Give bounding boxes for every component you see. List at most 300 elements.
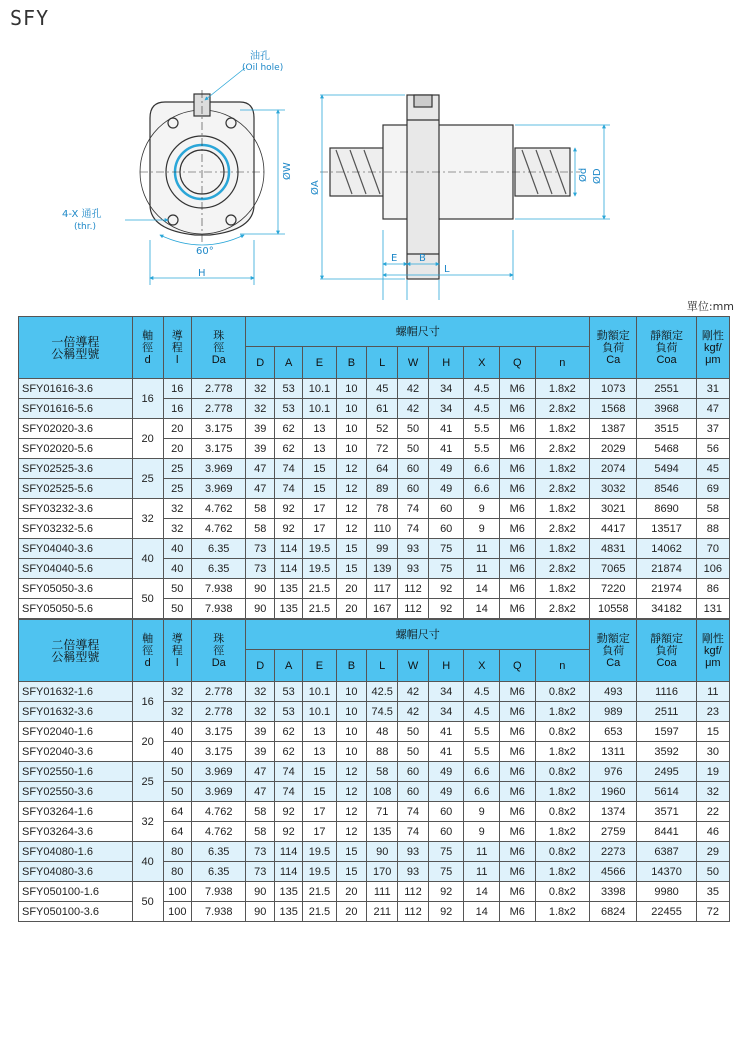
data-cell: 11 — [464, 559, 500, 579]
data-cell: 653 — [590, 722, 637, 742]
side-view — [320, 95, 580, 279]
data-cell: 4.762 — [191, 499, 246, 519]
data-cell: 167 — [367, 599, 398, 619]
data-cell: 39 — [246, 439, 274, 459]
data-cell: 42 — [398, 702, 429, 722]
data-cell: 64 — [163, 802, 191, 822]
data-cell: 50 — [163, 579, 191, 599]
data-cell: 47 — [246, 479, 274, 499]
model-cell: SFY04080-3.6 — [19, 862, 133, 882]
data-cell: 2.8x2 — [535, 599, 590, 619]
table-row — [19, 862, 730, 882]
shaft-dia-cell: 16 — [132, 682, 163, 722]
data-cell: 12 — [336, 802, 367, 822]
table-row — [19, 459, 730, 479]
data-cell: 92 — [274, 802, 302, 822]
col-header-b: B — [336, 650, 367, 682]
data-cell: 47 — [246, 782, 274, 802]
data-cell: 64 — [367, 459, 398, 479]
data-cell: 3515 — [637, 419, 696, 439]
data-cell: 93 — [398, 842, 429, 862]
data-cell: 7.938 — [191, 599, 246, 619]
data-cell: 5614 — [637, 782, 696, 802]
data-cell: 21.5 — [303, 882, 336, 902]
data-cell: 100 — [163, 882, 191, 902]
data-cell: 11 — [464, 862, 500, 882]
data-cell: 2.778 — [191, 682, 246, 702]
data-cell: 1.8x2 — [535, 379, 590, 399]
thru-hole-label-cn: 4-X 通孔 — [62, 209, 102, 220]
data-cell: 110 — [367, 519, 398, 539]
spec-table — [18, 316, 730, 619]
data-cell: 6.6 — [464, 782, 500, 802]
data-cell: 211 — [367, 902, 398, 922]
col-header-n: n — [535, 650, 590, 682]
model-cell: SFY01616-5.6 — [19, 399, 133, 419]
data-cell: 74 — [398, 519, 429, 539]
data-cell: 60 — [398, 459, 429, 479]
data-cell: 0.8x2 — [535, 842, 590, 862]
model-cell: SFY050100-3.6 — [19, 902, 133, 922]
data-cell: 58 — [246, 499, 274, 519]
data-cell: 53 — [274, 682, 302, 702]
data-cell: 21.5 — [303, 599, 336, 619]
shaft-dia-cell: 40 — [132, 539, 163, 579]
data-cell: 40 — [163, 742, 191, 762]
table-row — [19, 599, 730, 619]
data-cell: 42 — [398, 379, 429, 399]
data-cell: M6 — [500, 822, 536, 842]
data-cell: 106 — [696, 559, 729, 579]
data-cell: M6 — [500, 399, 536, 419]
data-cell: 40 — [163, 722, 191, 742]
data-cell: 11 — [696, 682, 729, 702]
rigidity-header: 剛性 kgf/ μm — [696, 620, 729, 682]
data-cell: 17 — [303, 822, 336, 842]
data-cell: 93 — [398, 862, 429, 882]
data-cell: 74 — [398, 499, 429, 519]
model-cell: SFY050100-1.6 — [19, 882, 133, 902]
static-load-header: 靜額定 負荷 Coa — [637, 317, 696, 379]
data-cell: 1374 — [590, 802, 637, 822]
data-cell: 19.5 — [303, 539, 336, 559]
data-cell: 2511 — [637, 702, 696, 722]
data-cell: M6 — [500, 742, 536, 762]
data-cell: 49 — [428, 479, 464, 499]
data-cell: 34 — [428, 379, 464, 399]
data-cell: 22 — [696, 802, 729, 822]
data-cell: M6 — [500, 559, 536, 579]
data-cell: 23 — [696, 702, 729, 722]
shaft-dia-cell: 50 — [132, 882, 163, 922]
data-cell: 19 — [696, 762, 729, 782]
data-cell: M6 — [500, 882, 536, 902]
data-cell: 62 — [274, 419, 302, 439]
data-cell: M6 — [500, 439, 536, 459]
data-cell: 2.8x2 — [535, 479, 590, 499]
data-cell: 9 — [464, 499, 500, 519]
shaft-dia-cell: 20 — [132, 419, 163, 459]
nut-dim-header: 螺帽尺寸 — [246, 317, 590, 347]
data-cell: 10 — [336, 702, 367, 722]
data-cell: 10.1 — [303, 399, 336, 419]
data-cell: 47 — [696, 399, 729, 419]
data-cell: 9 — [464, 822, 500, 842]
data-cell: 39 — [246, 742, 274, 762]
data-cell: 1.8x2 — [535, 579, 590, 599]
data-cell: 70 — [696, 539, 729, 559]
data-cell: 1073 — [590, 379, 637, 399]
data-cell: 58 — [246, 519, 274, 539]
model-header: 一倍導程 公稱型號 — [19, 317, 133, 379]
table-row — [19, 519, 730, 539]
data-cell: 80 — [163, 842, 191, 862]
dim-e-label: E — [391, 253, 398, 264]
data-cell: 30 — [696, 742, 729, 762]
table-row — [19, 682, 730, 702]
data-cell: 114 — [274, 559, 302, 579]
data-cell: 90 — [367, 842, 398, 862]
data-cell: 99 — [367, 539, 398, 559]
data-cell: 13 — [303, 419, 336, 439]
data-cell: 4831 — [590, 539, 637, 559]
model-cell: SFY05050-5.6 — [19, 599, 133, 619]
data-cell: 14 — [464, 599, 500, 619]
data-cell: 32 — [163, 499, 191, 519]
data-cell: 21874 — [637, 559, 696, 579]
data-cell: 53 — [274, 399, 302, 419]
data-cell: 69 — [696, 479, 729, 499]
data-cell: 14 — [464, 579, 500, 599]
data-cell: 71 — [367, 802, 398, 822]
col-header-q: Q — [500, 347, 536, 379]
data-cell: 39 — [246, 419, 274, 439]
data-cell: 1.8x2 — [535, 902, 590, 922]
data-cell: 16 — [163, 399, 191, 419]
data-cell: 9 — [464, 802, 500, 822]
data-cell: 9 — [464, 519, 500, 539]
data-cell: 139 — [367, 559, 398, 579]
data-cell: 21.5 — [303, 579, 336, 599]
data-cell: 10.1 — [303, 379, 336, 399]
shaft-dia-cell: 40 — [132, 842, 163, 882]
data-cell: 73 — [246, 539, 274, 559]
data-cell: 90 — [246, 902, 274, 922]
static-load-header: 靜額定 負荷 Coa — [637, 620, 696, 682]
table-row — [19, 902, 730, 922]
data-cell: 93 — [398, 539, 429, 559]
data-cell: 35 — [696, 882, 729, 902]
data-cell: 60 — [428, 499, 464, 519]
model-cell: SFY04040-5.6 — [19, 559, 133, 579]
data-cell: 50 — [398, 439, 429, 459]
data-cell: 15 — [336, 862, 367, 882]
data-cell: 6.35 — [191, 862, 246, 882]
col-header-e: E — [303, 650, 336, 682]
data-cell: 135 — [274, 902, 302, 922]
col-header-a: A — [274, 347, 302, 379]
table-row — [19, 742, 730, 762]
data-cell: 45 — [367, 379, 398, 399]
data-cell: 3021 — [590, 499, 637, 519]
rigidity-header: 剛性 kgf/ μm — [696, 317, 729, 379]
data-cell: 112 — [398, 882, 429, 902]
model-cell: SFY02550-1.6 — [19, 762, 133, 782]
data-cell: M6 — [500, 802, 536, 822]
data-cell: 20 — [163, 439, 191, 459]
data-cell: 13517 — [637, 519, 696, 539]
data-cell: 62 — [274, 439, 302, 459]
data-cell: M6 — [500, 782, 536, 802]
data-cell: 62 — [274, 722, 302, 742]
data-cell: 60 — [428, 519, 464, 539]
data-cell: 10 — [336, 742, 367, 762]
data-cell: 74.5 — [367, 702, 398, 722]
model-cell: SFY02040-1.6 — [19, 722, 133, 742]
data-cell: 75 — [428, 559, 464, 579]
data-cell: 50 — [163, 782, 191, 802]
shaft-dia-header: 軸 徑 d — [132, 317, 163, 379]
data-cell: 89 — [367, 479, 398, 499]
data-cell: 10 — [336, 399, 367, 419]
data-cell: 11 — [464, 842, 500, 862]
data-cell: 112 — [398, 599, 429, 619]
table-row — [19, 379, 730, 399]
data-cell: 13 — [303, 722, 336, 742]
unit-label: 單位:mm — [686, 300, 734, 313]
front-view — [140, 90, 264, 245]
table-row — [19, 802, 730, 822]
data-cell: 7220 — [590, 579, 637, 599]
data-cell: 1.8x2 — [535, 459, 590, 479]
dim-a-label: ØA — [310, 180, 321, 195]
data-cell: 2.8x2 — [535, 559, 590, 579]
data-cell: 4.762 — [191, 519, 246, 539]
data-cell: 21974 — [637, 579, 696, 599]
data-cell: M6 — [500, 479, 536, 499]
data-cell: 32 — [246, 379, 274, 399]
table-row — [19, 842, 730, 862]
col-header-w: W — [398, 650, 429, 682]
data-cell: 20 — [336, 599, 367, 619]
col-header-w: W — [398, 347, 429, 379]
model-cell: SFY01616-3.6 — [19, 379, 133, 399]
data-cell: 493 — [590, 682, 637, 702]
data-cell: 53 — [274, 702, 302, 722]
data-cell: 19.5 — [303, 559, 336, 579]
data-cell: 42.5 — [367, 682, 398, 702]
data-cell: 60 — [428, 822, 464, 842]
data-cell: 114 — [274, 842, 302, 862]
data-cell: 3.175 — [191, 439, 246, 459]
dim-d-label: Ød — [578, 167, 589, 182]
data-cell: 17 — [303, 802, 336, 822]
data-cell: 9980 — [637, 882, 696, 902]
data-cell: 0.8x2 — [535, 882, 590, 902]
data-cell: 10.1 — [303, 682, 336, 702]
data-cell: 1.8x2 — [535, 419, 590, 439]
model-cell: SFY02525-5.6 — [19, 479, 133, 499]
data-cell: 4.5 — [464, 379, 500, 399]
col-header-h: H — [428, 650, 464, 682]
data-cell: 4.762 — [191, 822, 246, 842]
data-cell: 5.5 — [464, 742, 500, 762]
table-row — [19, 419, 730, 439]
data-cell: 41 — [428, 439, 464, 459]
data-cell: 88 — [696, 519, 729, 539]
nut-dim-header: 螺帽尺寸 — [246, 620, 590, 650]
data-cell: 1.8x2 — [535, 862, 590, 882]
lead-header: 導 程 l — [163, 317, 191, 379]
data-cell: 47 — [246, 762, 274, 782]
data-cell: 2495 — [637, 762, 696, 782]
data-cell: M6 — [500, 419, 536, 439]
data-cell: 1.8x2 — [535, 782, 590, 802]
data-cell: 3.969 — [191, 459, 246, 479]
data-cell: 37 — [696, 419, 729, 439]
model-cell: SFY02020-3.6 — [19, 419, 133, 439]
data-cell: 3.175 — [191, 419, 246, 439]
data-cell: 4.762 — [191, 802, 246, 822]
data-cell: 976 — [590, 762, 637, 782]
ball-dia-header: 珠 徑 Da — [191, 620, 246, 682]
data-cell: 2074 — [590, 459, 637, 479]
data-cell: 2.778 — [191, 379, 246, 399]
data-cell: 49 — [428, 459, 464, 479]
data-cell: 19.5 — [303, 842, 336, 862]
data-cell: M6 — [500, 519, 536, 539]
data-cell: 42 — [398, 682, 429, 702]
data-cell: 32 — [163, 702, 191, 722]
data-cell: 1.8x2 — [535, 499, 590, 519]
data-cell: 74 — [274, 762, 302, 782]
data-cell: 11 — [464, 539, 500, 559]
shaft-dia-cell: 20 — [132, 722, 163, 762]
data-cell: 135 — [274, 579, 302, 599]
data-cell: 41 — [428, 419, 464, 439]
shaft-dia-cell: 32 — [132, 802, 163, 842]
data-cell: 12 — [336, 459, 367, 479]
data-cell: 4.5 — [464, 702, 500, 722]
data-cell: 58 — [246, 802, 274, 822]
data-cell: 92 — [274, 519, 302, 539]
data-cell: 10 — [336, 682, 367, 702]
data-cell: 50 — [163, 599, 191, 619]
data-cell: 3592 — [637, 742, 696, 762]
table-row — [19, 702, 730, 722]
dynamic-load-header: 動額定 負荷 Ca — [590, 317, 637, 379]
data-cell: 62 — [274, 742, 302, 762]
data-cell: 50 — [398, 742, 429, 762]
data-cell: 6.35 — [191, 842, 246, 862]
data-cell: 135 — [274, 882, 302, 902]
table-row — [19, 579, 730, 599]
data-cell: M6 — [500, 702, 536, 722]
data-cell: M6 — [500, 459, 536, 479]
model-cell: SFY04040-3.6 — [19, 539, 133, 559]
shaft-dia-cell: 50 — [132, 579, 163, 619]
spec-tables — [18, 316, 730, 922]
dynamic-load-header: 動額定 負荷 Ca — [590, 620, 637, 682]
model-cell: SFY03264-1.6 — [19, 802, 133, 822]
data-cell: 114 — [274, 539, 302, 559]
data-cell: 1.8x2 — [535, 742, 590, 762]
data-cell: 12 — [336, 499, 367, 519]
data-cell: 1.8x2 — [535, 539, 590, 559]
data-cell: 48 — [367, 722, 398, 742]
data-cell: 2759 — [590, 822, 637, 842]
data-cell: 2.8x2 — [535, 399, 590, 419]
data-cell: 45 — [696, 459, 729, 479]
data-cell: 0.8x2 — [535, 682, 590, 702]
table-row — [19, 439, 730, 459]
data-cell: 56 — [696, 439, 729, 459]
table-row — [19, 882, 730, 902]
data-cell: 3.969 — [191, 762, 246, 782]
table-row — [19, 782, 730, 802]
data-cell: 112 — [398, 579, 429, 599]
data-cell: 8441 — [637, 822, 696, 842]
spec-table — [18, 619, 730, 922]
data-cell: 15 — [303, 762, 336, 782]
data-cell: 15 — [336, 559, 367, 579]
data-cell: 6387 — [637, 842, 696, 862]
data-cell: 13 — [303, 439, 336, 459]
model-cell: SFY02550-3.6 — [19, 782, 133, 802]
model-header: 二倍導程 公稱型號 — [19, 620, 133, 682]
data-cell: 90 — [246, 599, 274, 619]
page-title: SFY — [10, 6, 50, 30]
data-cell: 32 — [246, 399, 274, 419]
data-cell: 1311 — [590, 742, 637, 762]
model-cell: SFY04080-1.6 — [19, 842, 133, 862]
data-cell: 64 — [163, 822, 191, 842]
data-cell: 2273 — [590, 842, 637, 862]
data-cell: 15 — [696, 722, 729, 742]
data-cell: 3.175 — [191, 742, 246, 762]
data-cell: 3571 — [637, 802, 696, 822]
shaft-dia-cell: 32 — [132, 499, 163, 539]
data-cell: 32 — [163, 682, 191, 702]
col-header-b: B — [336, 347, 367, 379]
data-cell: 74 — [398, 802, 429, 822]
data-cell: 12 — [336, 479, 367, 499]
data-cell: 10 — [336, 379, 367, 399]
data-cell: 0.8x2 — [535, 762, 590, 782]
data-cell: M6 — [500, 379, 536, 399]
data-cell: 2.778 — [191, 399, 246, 419]
data-cell: 32 — [163, 519, 191, 539]
data-cell: M6 — [500, 682, 536, 702]
data-cell: 12 — [336, 762, 367, 782]
lead-header: 導 程 l — [163, 620, 191, 682]
data-cell: 50 — [163, 762, 191, 782]
technical-drawing — [0, 40, 750, 300]
data-cell: 61 — [367, 399, 398, 419]
data-cell: 1597 — [637, 722, 696, 742]
data-cell: M6 — [500, 902, 536, 922]
data-cell: 4417 — [590, 519, 637, 539]
data-cell: 1.8x2 — [535, 702, 590, 722]
data-cell: 49 — [428, 782, 464, 802]
data-cell: 75 — [428, 539, 464, 559]
data-cell: 92 — [428, 579, 464, 599]
data-cell: 90 — [246, 579, 274, 599]
data-cell: 42 — [398, 399, 429, 419]
shaft-dia-cell: 25 — [132, 762, 163, 802]
data-cell: M6 — [500, 762, 536, 782]
data-cell: 50 — [398, 722, 429, 742]
